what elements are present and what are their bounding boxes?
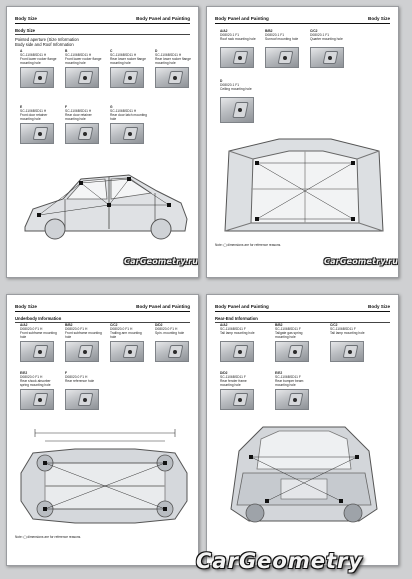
watermark-small: CarGeometry.ru xyxy=(324,257,399,266)
point-label-f: F D08020.0 F1 H Rear reference hole xyxy=(65,371,95,383)
subsection-2: Body side and Roof Information xyxy=(15,42,74,47)
point-photo-d xyxy=(220,389,254,410)
point-label-c: C/C2 D08020.0 F1 H Trailing arm mounting hole xyxy=(110,323,142,339)
point-photo-b xyxy=(265,47,299,68)
point-label-a: A/A2 D08020.1 F1 Roof rack mounting hole xyxy=(220,29,256,41)
manual-page-3 xyxy=(6,294,199,566)
point-label-g: G SC-1106BSD11 H Rear door latch mounting hole xyxy=(110,105,148,121)
section-title: Rear-End Information xyxy=(215,316,390,323)
point-photo-d xyxy=(155,341,189,362)
point-photo-e xyxy=(275,389,309,410)
point-label-b: B/B2 SC-1106BSD11 F Tailgate gas spring mounting hole xyxy=(275,323,303,339)
point-photo-c xyxy=(110,67,144,88)
point-photo-c xyxy=(330,341,364,362)
point-label-a: A SC-1106BSD11 H Front lower rocker flange mounting hole xyxy=(20,49,57,65)
header-left: Body Size xyxy=(15,16,37,21)
page-header xyxy=(215,15,390,24)
point-label-a: A/A2 SC-1106BSD11 F Tail lamp mounting hole xyxy=(220,323,255,335)
point-label-c: C SC-1106BSD11 H Rear lower rocker flange mounting hole xyxy=(110,49,146,65)
point-photo-e xyxy=(20,123,54,144)
point-label-e: E/E2 D08020.0 F1 H Rear shock absorber spring mounting hole xyxy=(20,371,51,387)
header-left: Body Size xyxy=(15,304,37,309)
point-photo-b xyxy=(65,67,99,88)
page-header xyxy=(15,303,190,312)
body-side-drawing xyxy=(19,165,191,249)
manual-page-4 xyxy=(206,294,399,566)
point-label-b: B/B2 D08020.0 F1 H Front subframe mounting hole xyxy=(65,323,102,339)
point-photo-b xyxy=(275,341,309,362)
reference-note: Note: ( ) dimensions are for reference reasons. xyxy=(15,535,82,539)
watermark-large: CarGeometry xyxy=(196,549,364,573)
point-label-e: E/E2 SC-1106BSD11 F Rear bumper beam mounting hole xyxy=(275,371,304,387)
point-photo-e xyxy=(20,389,54,410)
point-photo-a xyxy=(220,47,254,68)
point-photo-d xyxy=(155,67,189,88)
section-title: Underbody Information xyxy=(15,316,190,323)
point-label-b: B SC-1106BSD11 H Front lower rocker flange mounting hole xyxy=(65,49,102,65)
point-photo-f xyxy=(65,389,99,410)
header-left: Body Panel and Painting xyxy=(215,304,269,309)
subsection-1: Pointed aperture (Size Information xyxy=(15,37,79,42)
point-label-a: A/A2 D08020.0 F1 H Front subframe mounting hole xyxy=(20,323,57,339)
underbody-drawing xyxy=(15,423,193,531)
manual-page-2 xyxy=(206,6,399,278)
point-photo-b xyxy=(65,341,99,362)
header-right: Body Panel and Painting xyxy=(136,304,190,309)
point-label-e: E SC-1106BSD11 H Front door retainer mounting hole xyxy=(20,105,48,121)
page-header xyxy=(215,303,390,312)
reference-note: Note: ( ) dimensions are for reference reasons. xyxy=(215,243,282,247)
point-label-d: D/D2 D08020.0 F1 H Spin. mounting hole xyxy=(155,323,185,335)
point-label-d: D/D2 SC-1106BSD11 F Rear fender frame mounting hole xyxy=(220,371,247,387)
point-photo-a xyxy=(20,341,54,362)
header-right: Body Size xyxy=(368,16,390,21)
page-header xyxy=(15,15,190,24)
manual-page-1 xyxy=(6,6,199,278)
point-photo-c xyxy=(310,47,344,68)
point-photo-f xyxy=(65,123,99,144)
point-photo-c xyxy=(110,341,144,362)
point-photo-g xyxy=(110,123,144,144)
point-photo-a xyxy=(20,67,54,88)
point-label-c: C/C2 D08020.1 F1 Quarter mounting hole xyxy=(310,29,343,41)
header-right: Body Size xyxy=(368,304,390,309)
point-label-c: C/C2 SC-1106BSD11 F Tail lamp mounting hole xyxy=(330,323,365,335)
point-label-f: F SC-1106BSD11 H Rear door retainer mounting hole xyxy=(65,105,92,121)
rear-end-drawing xyxy=(221,417,387,527)
point-photo-a xyxy=(220,341,254,362)
section-title: Body Size xyxy=(15,28,190,35)
watermark-small: CarGeometry.ru xyxy=(124,257,199,266)
point-photo-d xyxy=(220,97,254,123)
point-label-b: B/B2 D08020.1 F1 Sunroof mounting hole xyxy=(265,29,299,41)
point-label-d: D D08020.1 F1 Ceiling mounting hole xyxy=(220,79,252,91)
roof-top-drawing xyxy=(219,131,389,235)
point-label-d: D SC-1106BSD11 H Rear lower rocker flange mounting hole xyxy=(155,49,191,65)
header-right: Body Panel and Painting xyxy=(136,16,190,21)
header-left: Body Panel and Painting xyxy=(215,16,269,21)
